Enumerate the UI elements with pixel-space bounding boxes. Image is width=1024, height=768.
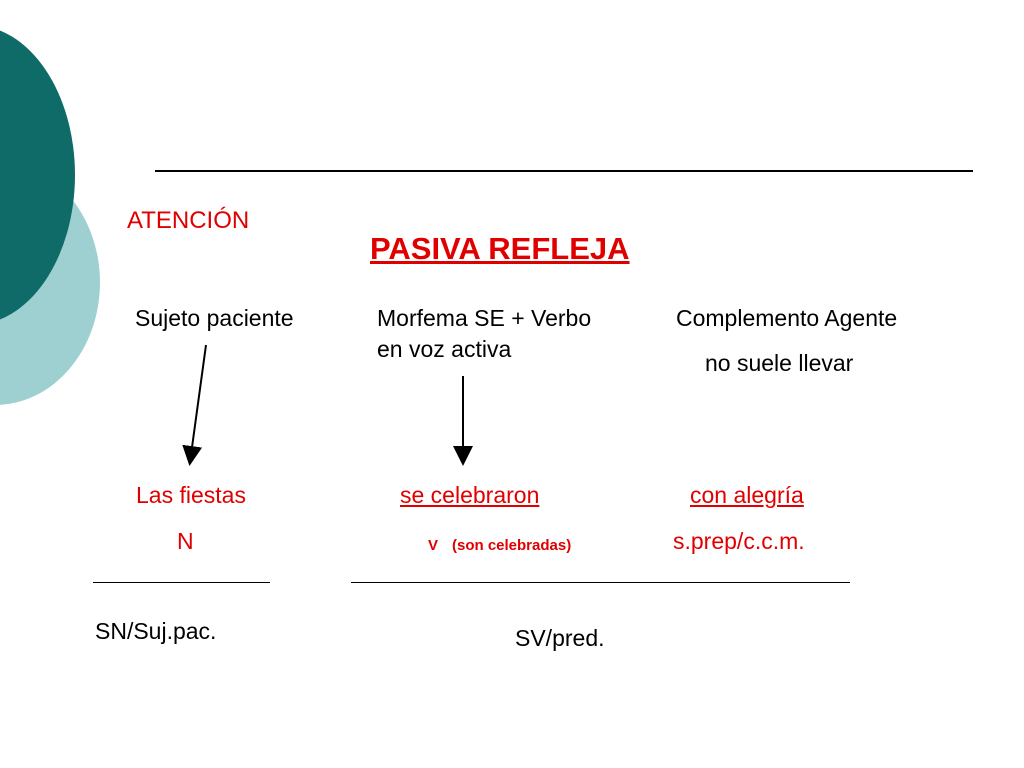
tag-complement: s.prep/c.c.m.: [673, 528, 805, 554]
sn-underline: [93, 582, 270, 583]
example-verb: se celebraron: [400, 482, 540, 508]
warning-label: ATENCIÓN: [127, 207, 250, 234]
group-sv: SV/pred.: [515, 625, 605, 651]
slide-title: PASIVA REFLEJA: [370, 231, 630, 266]
arrow-subject: [190, 345, 206, 462]
header-subject: Sujeto paciente: [135, 305, 294, 331]
example-subject: Las fiestas: [136, 482, 246, 508]
header-agent: Complemento Agente: [676, 305, 898, 331]
group-sn: SN/Suj.pac.: [95, 618, 217, 644]
header-verb-line1: Morfema SE + Verbo: [377, 305, 592, 331]
sv-underline: [351, 582, 850, 583]
verb-paraphrase: (son celebradas): [452, 537, 572, 554]
header-verb-line2: en voz activa: [377, 336, 512, 362]
example-complement: con alegría: [690, 482, 804, 508]
tag-verb-v: V: [428, 537, 439, 554]
tag-subject-n: N: [177, 528, 194, 554]
header-agent-note: no suele llevar: [705, 350, 854, 376]
